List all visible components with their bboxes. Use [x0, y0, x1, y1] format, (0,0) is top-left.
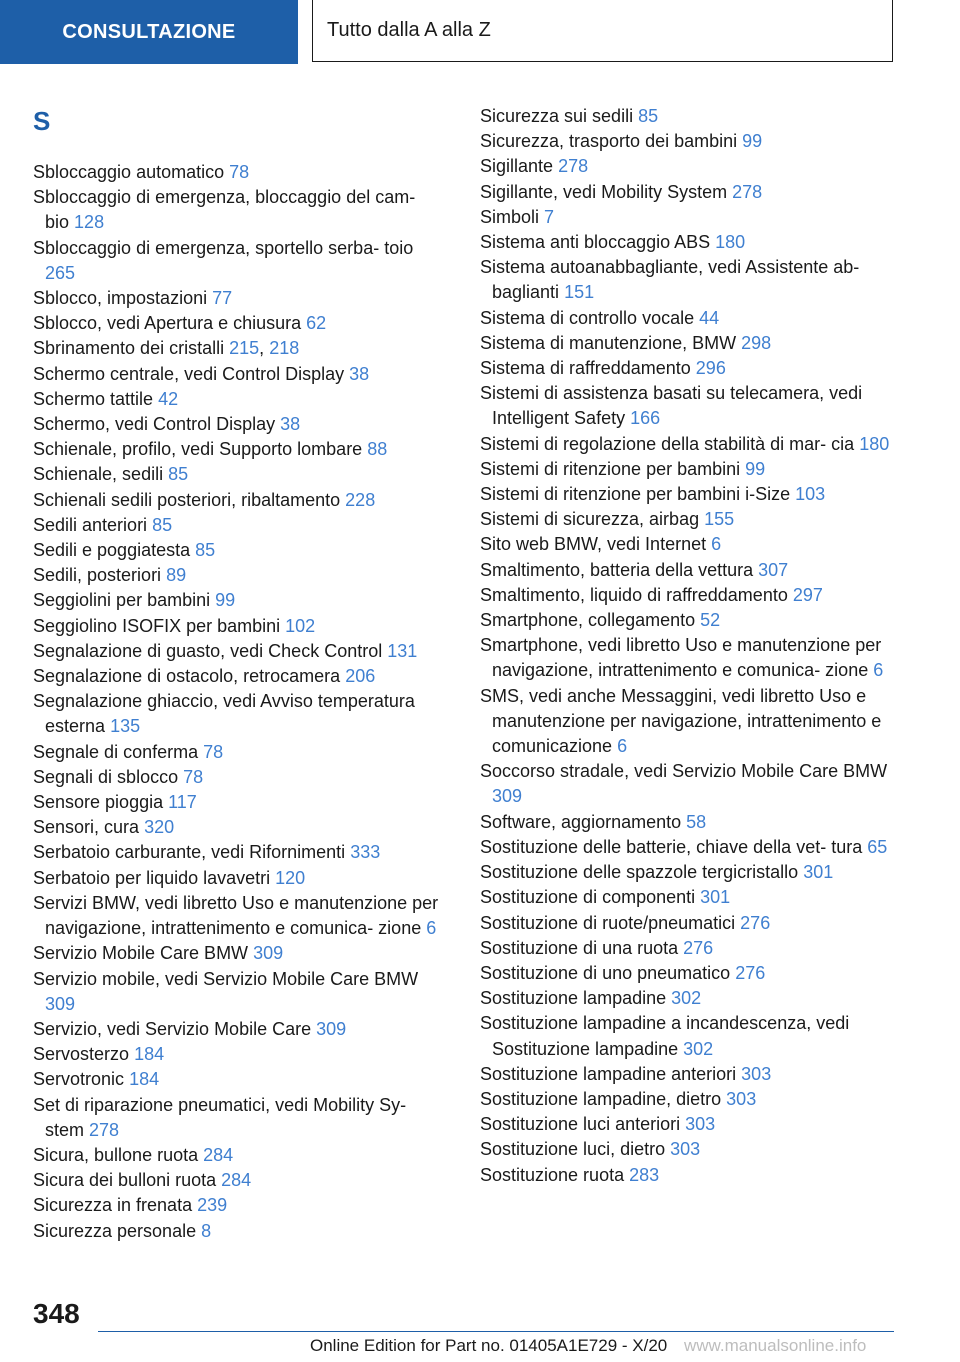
page-reference-link[interactable]: 117: [168, 792, 197, 813]
index-entry-term: Schermo, vedi Control Display: [33, 414, 276, 435]
page-reference-link[interactable]: 88: [367, 439, 388, 460]
index-entry-term: Seggiolino ISOFIX per bambini: [33, 615, 281, 636]
page-reference-link[interactable]: 276: [683, 937, 714, 958]
index-entry: [480, 1087, 895, 1112]
index-entry-term: Smartphone, collegamento: [480, 610, 696, 631]
index-entry: [480, 986, 895, 1011]
index-entry: [33, 437, 443, 462]
index-entry: [480, 104, 895, 129]
index-entry: [33, 588, 443, 613]
index-entry: [480, 381, 895, 431]
index-entry-term: Sistema di manutenzione, BMW: [480, 332, 737, 353]
index-entry: [33, 185, 443, 235]
index-entry-term: Sicurezza sui sedili: [480, 106, 634, 126]
index-entry-term: Sistemi di regolazione della stabilità di mar- cia: [480, 433, 855, 454]
index-entry-term: Sicura dei bulloni ruota: [33, 1170, 217, 1191]
index-entry: [480, 532, 895, 557]
index-entry: [33, 1042, 443, 1067]
page-reference-link[interactable]: 309: [45, 993, 76, 1014]
index-entry: [480, 936, 895, 961]
index-entry-term: Smaltimento, batteria della vettura: [480, 559, 754, 580]
index-entry-term: Sostituzione luci anteriori: [480, 1114, 681, 1135]
index-entry: [33, 387, 443, 412]
index-entry: [480, 306, 895, 331]
page-reference-link[interactable]: 302: [683, 1038, 714, 1059]
page-reference-link[interactable]: 297: [792, 584, 823, 605]
index-entry: [480, 180, 895, 205]
page-reference-link[interactable]: 44: [699, 307, 720, 328]
page-reference-link[interactable]: 42: [158, 388, 179, 409]
index-entry: [33, 840, 443, 865]
index-entry-term: Sbloccaggio di emergenza, bloccaggio del cam- bio: [33, 187, 416, 233]
index-entry: [33, 941, 443, 966]
index-entry-term: Software, aggiornamento: [480, 811, 682, 832]
page-reference-link[interactable]: 99: [745, 458, 766, 479]
index-entry: [480, 961, 895, 986]
index-entry-term: Sedili e poggiatesta: [33, 540, 191, 561]
page-reference-link[interactable]: 180: [715, 232, 746, 253]
page-reference-link[interactable]: 276: [740, 912, 771, 933]
index-entry-term: Sensore pioggia: [33, 792, 164, 813]
page-reference-link[interactable]: 278: [732, 181, 763, 202]
index-entry: [33, 866, 443, 891]
index-entry-term: Schienali sedili posteriori, ribaltamento: [33, 489, 341, 510]
index-entry: [480, 356, 895, 381]
index-entry: [480, 1137, 895, 1162]
index-entry: Sbrinamento dei cristalli 215, 218: [33, 338, 300, 359]
index-entry: [480, 810, 895, 835]
index-entry-term: Sensori, cura: [33, 817, 140, 838]
page-reference-link[interactable]: 52: [700, 610, 721, 631]
page-reference-link[interactable]: 89: [166, 565, 187, 586]
index-entry-term: Servizio, vedi Servizio Mobile Care: [33, 1018, 312, 1039]
index-entry: [480, 633, 895, 683]
index-entry-term: Sostituzione di uno pneumatico: [480, 962, 731, 983]
index-entry: [480, 583, 895, 608]
index-entry: [480, 331, 895, 356]
index-entry-term: Schermo centrale, vedi Control Display: [33, 363, 345, 384]
index-entry: [33, 563, 443, 588]
page-reference-link[interactable]: 228: [345, 489, 376, 510]
page-reference-link[interactable]: 303: [670, 1139, 701, 1160]
index-entry-term: Sistemi di assistenza basati su telecamera, vedi Intelligent Safety: [480, 383, 863, 429]
index-entry: [480, 230, 895, 255]
index-entry: [33, 538, 443, 563]
page-reference-link[interactable]: 103: [795, 484, 826, 505]
index-entry-term: Sostituzione lampadine: [480, 988, 667, 1009]
index-entry-term: Sistema di raffreddamento: [480, 358, 691, 379]
page-reference-link[interactable]: 184: [129, 1069, 160, 1090]
index-entry-term: Schienale, profilo, vedi Supporto lombare: [33, 439, 363, 460]
site-watermark: www.manualsonline.info: [684, 1336, 867, 1355]
index-entry-term: Segnalazione ghiaccio, vedi Avviso temperatura esterna: [33, 691, 415, 737]
page-reference-link[interactable]: 58: [686, 811, 707, 832]
index-entry-term: Sbrinamento dei cristalli: [33, 338, 225, 359]
index-entry: [33, 1067, 443, 1092]
index-entry-term: Serbatoio per liquido lavavetri: [33, 867, 271, 888]
index-entry-term: Sicurezza personale: [33, 1220, 197, 1241]
section-tab: [0, 0, 298, 64]
index-entry-term: Segnalazione di guasto, vedi Check Control: [33, 640, 383, 661]
index-entry: [33, 639, 443, 664]
index-entry-term: Sistema di controllo vocale: [480, 307, 695, 328]
index-entry: [33, 1143, 443, 1168]
index-entry-term: Segnalazione di ostacolo, retrocamera: [33, 666, 341, 687]
index-entry-term: Sostituzione di ruote/pneumatici: [480, 912, 736, 933]
page-reference-link[interactable]: 78: [183, 766, 204, 787]
page-reference-link[interactable]: 78: [203, 741, 224, 762]
index-entry-term: Servosterzo: [33, 1044, 130, 1065]
page-reference-link[interactable]: 38: [349, 363, 370, 384]
index-entry: [480, 759, 895, 809]
index-entry: [480, 255, 895, 305]
index-entry-term: Sicurezza in frenata: [33, 1195, 193, 1216]
index-entry: [480, 129, 895, 154]
index-entry: [480, 558, 895, 583]
index-entry-term: Sistema anti bloccaggio ABS: [480, 232, 711, 253]
page-reference-link[interactable]: 99: [742, 131, 763, 152]
index-entry-term: Sigillante: [480, 156, 554, 177]
section-label: CONSULTAZIONE: [62, 20, 236, 43]
page-reference-link[interactable]: 128: [74, 212, 105, 233]
index-entry-term: Schienale, sedili: [33, 464, 164, 485]
index-entry: [33, 462, 443, 487]
index-entry: [33, 1093, 443, 1143]
index-entry-term: Sistemi di ritenzione per bambini: [480, 458, 741, 479]
page-reference-link[interactable]: 320: [144, 817, 175, 838]
index-entry-term: SMS, vedi anche Messaggini, vedi libretto Uso e manutenzione per navigazione, intrattenimento e comunicazione: [480, 685, 882, 757]
index-entry: [480, 1011, 895, 1061]
index-entry: [33, 1193, 443, 1218]
page-reference-link[interactable]: 298: [741, 332, 772, 353]
index-entry-term: Sistemi di sicurezza, airbag: [480, 509, 700, 530]
index-entry-term: Sistema autoanabbagliante, vedi Assistente ab- baglianti: [480, 257, 860, 303]
page-reference-link[interactable]: 307: [758, 559, 789, 580]
index-entry-term: Sbloccaggio di emergenza, sportello serba- toio: [33, 237, 414, 258]
index-entry-term: Sicura, bullone ruota: [33, 1144, 199, 1165]
page-reference-link[interactable]: 6: [426, 918, 437, 939]
page-reference-link[interactable]: 206: [345, 666, 376, 687]
index-entry-term: Seggiolini per bambini: [33, 590, 211, 611]
index-entry: [33, 614, 443, 639]
page-reference-link[interactable]: 38: [280, 414, 301, 435]
index-entry: [480, 835, 895, 860]
index-entry: [33, 1168, 443, 1193]
index-entry-term: Schermo tattile: [33, 388, 154, 409]
index-entry-term: Sistemi di ritenzione per bambini i-Size: [480, 484, 791, 505]
index-entry: [480, 1062, 895, 1087]
index-entry: [480, 432, 895, 457]
index-entry-term: Servizi BMW, vedi libretto Uso e manutenzione per navigazione, intrattenimento e comunica- zione: [33, 892, 439, 939]
page-reference-link[interactable]: 6: [617, 736, 628, 757]
page-reference-link[interactable]: 218: [269, 338, 300, 359]
page-reference-link[interactable]: 239: [197, 1195, 228, 1216]
index-column-right: [480, 104, 895, 1188]
index-entry-term: Soccorso stradale, vedi Servizio Mobile Care BMW: [480, 761, 888, 782]
page-reference-link[interactable]: 180: [859, 433, 890, 454]
page-reference-link[interactable]: 6: [711, 534, 722, 555]
page-reference-link[interactable]: 296: [695, 358, 726, 379]
index-entry: [480, 1112, 895, 1137]
index-entry-term: Sostituzione luci, dietro: [480, 1139, 666, 1160]
index-entry: [33, 236, 443, 286]
page-reference-link[interactable]: 102: [285, 615, 316, 636]
index-entry: [33, 967, 443, 1017]
page-reference-link[interactable]: 85: [638, 106, 659, 126]
index-entry-term: Sostituzione di una ruota: [480, 937, 679, 958]
index-entry-term: Servizio mobile, vedi Servizio Mobile Care BMW: [33, 968, 419, 989]
index-entry: [33, 488, 443, 513]
index-entry-term: Segnale di conferma: [33, 741, 199, 762]
index-entry: [33, 740, 443, 765]
page-reference-link[interactable]: 303: [726, 1088, 757, 1109]
page-reference-link[interactable]: 77: [212, 288, 233, 309]
page-reference-link[interactable]: 184: [134, 1044, 165, 1065]
index-entry: [480, 684, 895, 760]
page-reference-link[interactable]: 131: [387, 640, 418, 661]
index-entry-term: Serbatoio carburante, vedi Rifornimenti: [33, 842, 346, 863]
header-title-box: [312, 0, 893, 62]
page-reference-link[interactable]: 309: [316, 1018, 347, 1039]
index-entry-term: Sicurezza, trasporto dei bambini: [480, 131, 738, 152]
page-reference-link[interactable]: 301: [803, 862, 834, 883]
index-entry-term: Sigillante, vedi Mobility System: [480, 181, 728, 202]
page-reference-link[interactable]: 8: [201, 1220, 212, 1241]
page-reference-link[interactable]: 302: [671, 988, 702, 1009]
page-reference-link[interactable]: 85: [168, 464, 189, 485]
index-column-left: [33, 100, 443, 1244]
index-entry: [480, 205, 895, 230]
index-entry-term: Segnali di sblocco: [33, 766, 179, 787]
index-entry-term: Sblocco, impostazioni: [33, 288, 208, 309]
index-entry-term: Set di riparazione pneumatici, vedi Mobility Sy- stem: [33, 1094, 407, 1140]
page-reference-link[interactable]: 303: [741, 1063, 772, 1084]
index-entry-term: Sito web BMW, vedi Internet: [480, 534, 707, 555]
index-entry: [33, 689, 443, 739]
index-entry: [33, 891, 443, 941]
index-entry-term: Servotronic: [33, 1069, 125, 1090]
index-entry: [33, 765, 443, 790]
page-reference-link[interactable]: 283: [629, 1164, 660, 1185]
page-reference-link[interactable]: 284: [221, 1170, 252, 1191]
index-entry: [480, 860, 895, 885]
index-entry-term: Sostituzione lampadine, dietro: [480, 1088, 722, 1109]
index-entry: [480, 507, 895, 532]
index-entry-term: Sedili, posteriori: [33, 565, 162, 586]
index-entry: [480, 885, 895, 910]
page-reference-link[interactable]: 135: [110, 716, 141, 737]
page-reference-link[interactable]: 62: [306, 313, 327, 334]
page-reference-link[interactable]: 7: [544, 206, 555, 227]
index-entry: [33, 513, 443, 538]
page-reference-link[interactable]: 333: [350, 842, 381, 863]
index-entry: [33, 286, 443, 311]
index-entry: [33, 790, 443, 815]
page-reference-link[interactable]: 278: [558, 156, 589, 177]
index-entry-list-right: [480, 104, 895, 1188]
index-entry-term: Sostituzione lampadine anteriori: [480, 1063, 737, 1084]
index-entry: [33, 1017, 443, 1042]
index-entry-term: Sostituzione di componenti: [480, 887, 696, 908]
page-reference-link[interactable]: 65: [867, 836, 888, 857]
page-reference-link[interactable]: 265: [45, 262, 76, 283]
index-entry-term: Simboli: [480, 206, 540, 227]
index-entry-term: Sostituzione delle batterie, chiave della vet- tura: [480, 836, 863, 857]
index-entry-term: Smaltimento, liquido di raffreddamento: [480, 584, 788, 605]
index-entry-term: Sblocco, vedi Apertura e chiusura: [33, 313, 302, 334]
page-reference-link[interactable]: 155: [704, 509, 735, 530]
page-reference-link[interactable]: 278: [89, 1119, 120, 1140]
page-reference-link[interactable]: 309: [253, 943, 284, 964]
page-reference-link[interactable]: 284: [203, 1144, 234, 1165]
edition-footer: Online Edition for Part no. 01405A1E729 - X/20: [310, 1336, 668, 1355]
index-entry: [33, 160, 443, 185]
page-reference-link[interactable]: 151: [564, 282, 595, 303]
index-entry: [33, 311, 443, 336]
page-reference-link[interactable]: 99: [215, 590, 236, 611]
page-reference-link[interactable]: 166: [630, 408, 661, 429]
page-title: Tutto dalla A alla Z: [327, 19, 491, 41]
page-reference-link[interactable]: 309: [492, 786, 523, 807]
page-reference-link[interactable]: 120: [275, 867, 306, 888]
index-entry-term: Sostituzione delle spazzole tergicristallo: [480, 862, 799, 883]
index-entry-term: Sbloccaggio automatico: [33, 162, 225, 182]
index-entry-term: Sostituzione lampadine a incandescenza, vedi Sostituzione lampadine: [480, 1013, 850, 1059]
index-entry: [33, 815, 443, 840]
index-entry: [33, 664, 443, 689]
index-entry: [480, 1163, 895, 1188]
page-reference-link[interactable]: 276: [735, 962, 766, 983]
index-entry: [480, 608, 895, 633]
page-reference-link[interactable]: 78: [229, 162, 250, 182]
index-entry-list-left: [33, 160, 443, 1244]
index-letter-heading: S: [33, 106, 51, 136]
index-entry: [33, 362, 443, 387]
index-entry-term: Smartphone, vedi libretto Uso e manutenzione per navigazione, intrattenimento e comunica- zione: [480, 635, 882, 681]
footer-divider: [98, 1331, 894, 1332]
index-entry-term: Servizio Mobile Care BMW: [33, 943, 249, 964]
page-reference-link[interactable]: 215: [229, 338, 260, 359]
index-entry: [480, 482, 895, 507]
index-entry-term: Sedili anteriori: [33, 514, 148, 535]
page-reference-link[interactable]: 303: [685, 1114, 716, 1135]
page-reference-link[interactable]: 85: [152, 514, 173, 535]
index-entry: [33, 412, 443, 437]
index-entry: [33, 1219, 443, 1244]
index-entry-term: Sostituzione ruota: [480, 1164, 625, 1185]
page-reference-link[interactable]: 6: [873, 660, 884, 681]
index-entry: [480, 457, 895, 482]
page-number: 348: [33, 1298, 80, 1329]
index-entry: [480, 911, 895, 936]
page-reference-link[interactable]: 301: [700, 887, 731, 908]
page-reference-link[interactable]: 85: [195, 540, 216, 561]
index-entry: [480, 154, 895, 179]
